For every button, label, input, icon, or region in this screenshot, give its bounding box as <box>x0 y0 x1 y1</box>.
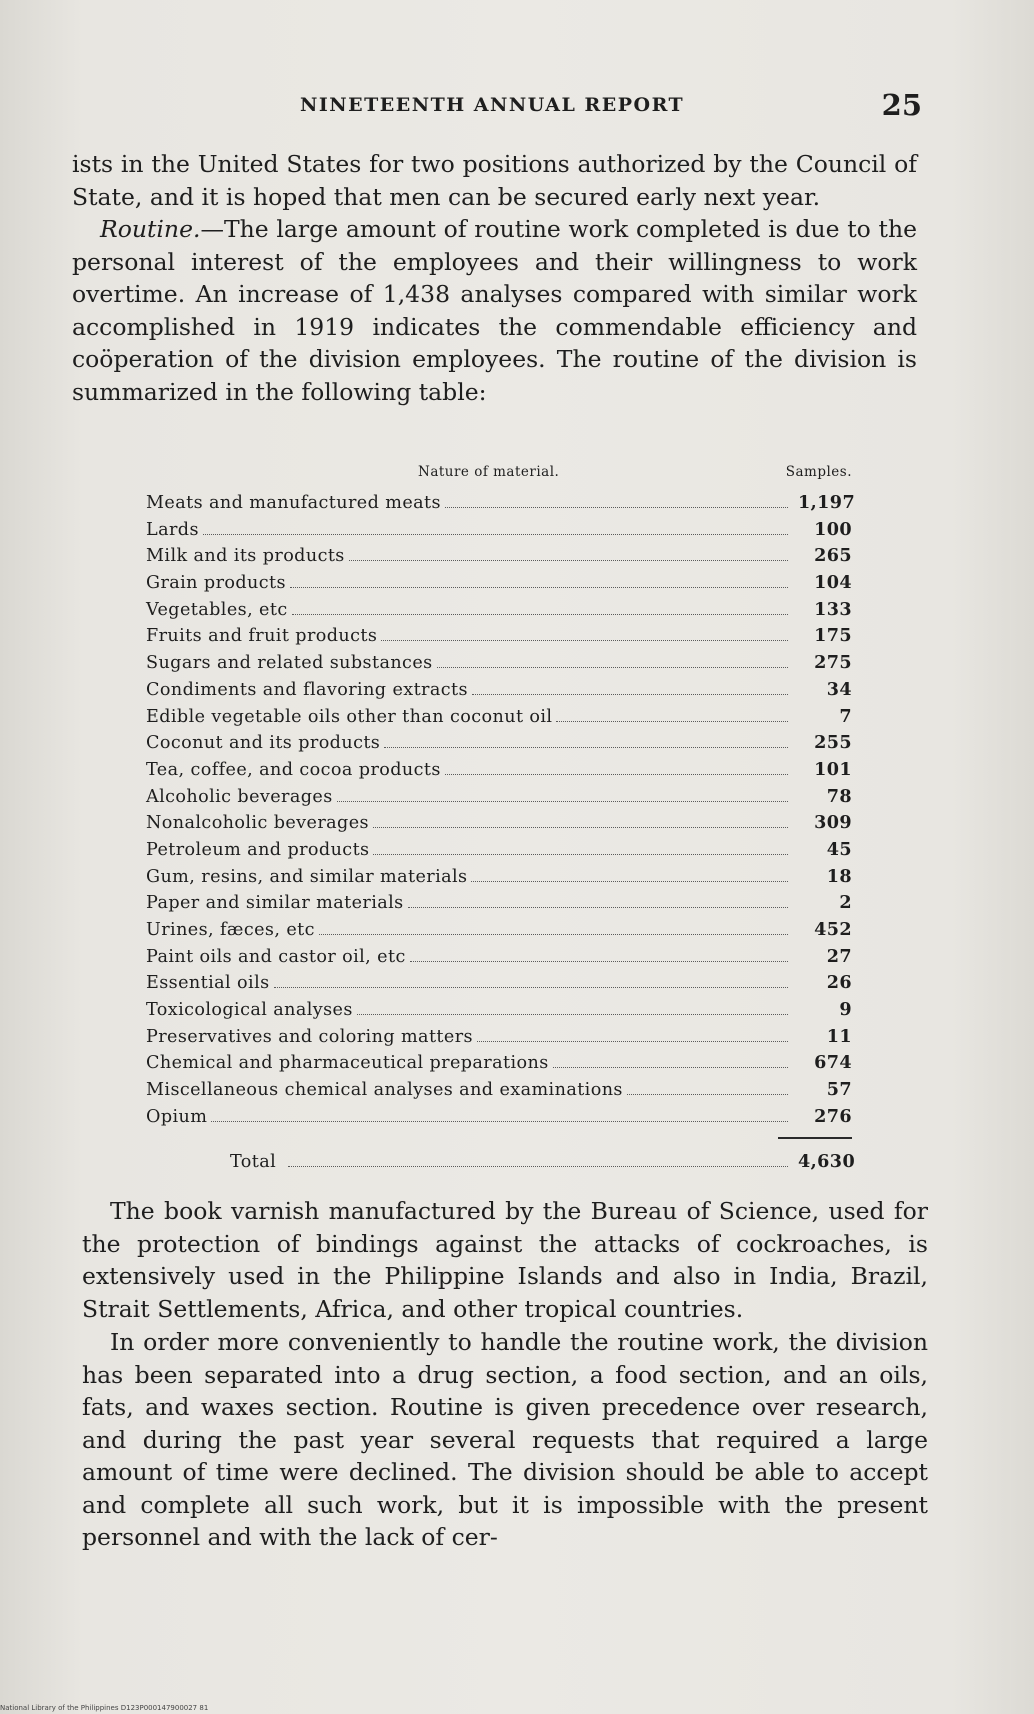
table-row <box>146 679 852 706</box>
table-row <box>146 946 852 973</box>
leader-dots <box>373 853 788 855</box>
leader-dots <box>349 559 788 561</box>
row-value: 133 <box>814 598 852 620</box>
page-header <box>72 88 922 128</box>
row-value: 255 <box>814 732 852 754</box>
row-value: 100 <box>814 518 852 540</box>
leader-dots <box>384 746 788 748</box>
leader-dots <box>471 880 788 882</box>
row-label: Paper and similar materials <box>146 893 404 914</box>
leader-dots <box>556 720 788 722</box>
row-label: Milk and its products <box>146 546 345 567</box>
page-number: 25 <box>881 88 922 122</box>
row-value: 45 <box>826 838 852 860</box>
routine-body: —The large amount of routine work completed is due to the personal interest of the employees and their willingness to work overtime. An increase of 1,438 analyses compared with similar work accomplished in 1919 indicates the commendable efficiency and coöperation of the division employees. The routine of the division is summarized in the following table: <box>72 215 917 406</box>
row-label: Chemical and pharmaceutical preparations <box>146 1053 549 1074</box>
organization-paragraph: In order more conveniently to handle the routine work, the division has been separated into a drug section, a food section, and an oils, fats, and waxes section. Routine is given precedence over research, and during the past year several requests that required a large amount of time were declined. The division should be able to accept and complete all such work, but it is impossible with the present personnel and with the lack of cer- <box>82 1328 928 1551</box>
row-label: Edible vegetable oils other than coconut oil <box>146 706 553 727</box>
table-row <box>146 892 852 919</box>
leader-dots <box>290 586 788 588</box>
leader-dots <box>337 800 788 802</box>
row-value: 7 <box>839 705 852 727</box>
row-value: 27 <box>826 945 852 967</box>
table-row <box>146 866 852 893</box>
row-label: Paint oils and castor oil, etc <box>146 946 406 967</box>
leader-dots <box>627 1093 788 1095</box>
table-row <box>146 919 852 946</box>
row-label: Opium <box>146 1106 208 1127</box>
scan-footer: National Library of the Philippines D123P000147900027 81 <box>0 1704 209 1712</box>
table-row <box>146 1052 852 1079</box>
table-row <box>146 786 852 813</box>
column-header-nature: Nature of material. <box>418 464 560 480</box>
table-row <box>146 839 852 866</box>
row-label: Preservatives and coloring matters <box>146 1026 473 1047</box>
leader-dots <box>381 639 788 641</box>
table-row <box>146 972 852 999</box>
row-label: Grain products <box>146 573 286 594</box>
total-label: Total <box>230 1151 277 1172</box>
row-value: 34 <box>826 678 852 700</box>
table-row <box>146 1026 852 1053</box>
row-value: 18 <box>826 865 852 887</box>
leader-dots <box>437 666 788 668</box>
leader-dots <box>211 1120 788 1122</box>
table-row <box>146 1106 852 1133</box>
table-row <box>146 599 852 626</box>
table-body <box>146 492 856 1133</box>
leader-dots <box>445 506 788 508</box>
routine-paragraph <box>72 213 917 408</box>
row-value: 78 <box>826 785 852 807</box>
row-label: Alcoholic beverages <box>146 786 333 807</box>
row-label: Sugars and related substances <box>146 653 433 674</box>
row-label: Vegetables, etc <box>146 599 288 620</box>
row-value: 1,197 <box>798 492 856 513</box>
leader-dots <box>410 960 788 962</box>
leader-dots <box>472 693 788 695</box>
row-label: Miscellaneous chemical analyses and examinations <box>146 1080 623 1101</box>
leader-dots <box>357 1013 788 1015</box>
row-value: 9 <box>839 999 852 1021</box>
row-value: 104 <box>814 572 852 594</box>
leader-dots <box>408 906 788 908</box>
leader-dots <box>445 773 788 775</box>
running-title: NINETEENTH ANNUAL REPORT <box>300 94 685 116</box>
row-label: Fruits and fruit products <box>146 626 378 647</box>
intro-paragraphs <box>72 148 917 408</box>
table-row <box>146 492 856 519</box>
total-value: 4,630 <box>798 1150 856 1172</box>
varnish-paragraph: The book varnish manufactured by the Bureau of Science, used for the protection of bindings against the attacks of cockroaches, is extensively used in the Philippine Islands and also in India, Brazil, Strait Settlements, Africa, and other tropical countries. <box>82 1197 928 1323</box>
row-label: Coconut and its products <box>146 733 381 754</box>
table-header <box>146 460 852 492</box>
row-label: Essential oils <box>146 973 270 994</box>
table-row <box>146 732 852 759</box>
row-value: 674 <box>814 1052 852 1074</box>
table-row <box>146 572 852 599</box>
sum-rule <box>146 1133 852 1143</box>
row-label: Petroleum and products <box>146 839 370 860</box>
table-row <box>146 652 852 679</box>
leader-dots <box>288 1165 788 1167</box>
row-label: Urines, fæces, etc <box>146 920 315 940</box>
row-value: 101 <box>814 758 852 780</box>
table-row <box>146 519 852 546</box>
leader-dots <box>477 1040 788 1042</box>
row-value: 2 <box>839 892 852 914</box>
row-value: 26 <box>826 972 852 994</box>
leader-dots <box>203 533 788 535</box>
continuation-paragraph: ists in the United States for two positions authorized by the Council of State, and it is hoped that men can be secured early next year. <box>72 150 917 211</box>
leader-dots <box>274 986 788 988</box>
row-value: 276 <box>814 1105 852 1127</box>
row-value: 265 <box>814 545 852 567</box>
row-value: 309 <box>814 812 852 834</box>
total-row <box>146 1150 856 1181</box>
leader-dots <box>292 613 788 615</box>
row-label: Lards <box>146 519 199 540</box>
table-row <box>146 759 852 786</box>
row-value: 57 <box>826 1079 852 1101</box>
row-value: 11 <box>826 1025 852 1047</box>
row-value: 452 <box>814 919 852 940</box>
table-row <box>146 625 852 652</box>
leader-dots <box>553 1066 788 1068</box>
row-value: 275 <box>814 652 852 674</box>
row-label: Condiments and flavoring extracts <box>146 679 468 700</box>
leader-dots <box>319 933 788 935</box>
leader-dots <box>373 826 788 828</box>
table-row <box>146 706 852 733</box>
samples-table <box>146 460 856 1181</box>
row-label: Nonalcoholic beverages <box>146 813 369 834</box>
routine-heading: Routine. <box>100 215 201 243</box>
table-row <box>146 1079 852 1106</box>
table-row <box>146 545 852 572</box>
table-row <box>146 812 852 839</box>
row-label: Gum, resins, and similar materials <box>146 866 468 887</box>
row-value: 175 <box>814 625 852 647</box>
column-header-samples: Samples. <box>785 464 852 480</box>
table-row <box>146 999 852 1026</box>
row-label: Tea, coffee, and cocoa products <box>146 759 441 780</box>
row-label: Toxicological analyses <box>146 1000 353 1021</box>
row-label: Meats and manufactured meats <box>146 493 441 513</box>
